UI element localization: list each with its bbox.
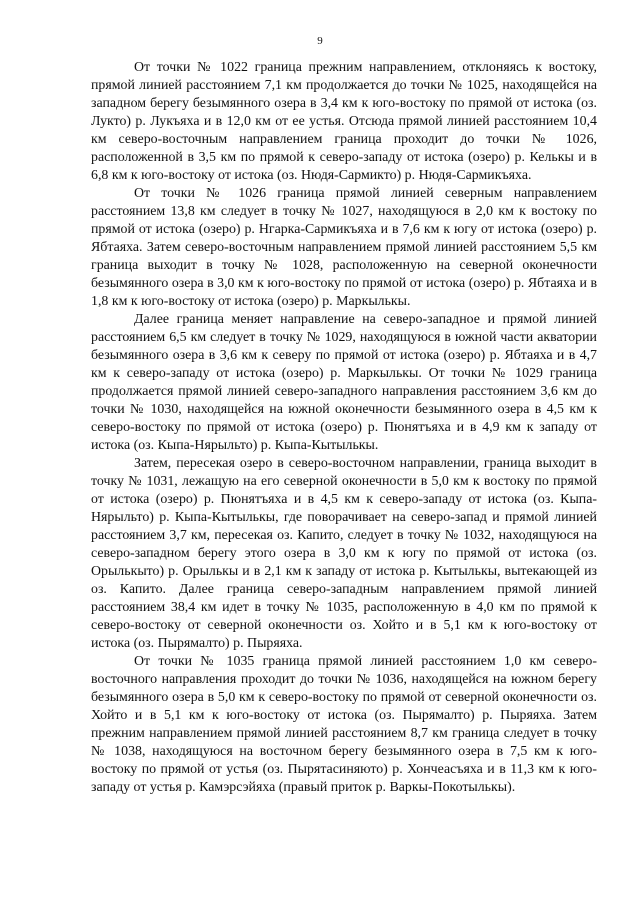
paragraph-1: От точки № 1022 граница прежним направлением, отклоняясь к востоку, прямой линией расстоянием 7,1 км продолжается до точки № 1025, находящейся на западном берегу безымянного озера в 3,4 км к юго-востоку по прямой от истока (оз. Лукто) р. Лукъяха и в 12,0 км от ее устья. Отсюда прямой линией расстоянием 10,4 км северо-восточным направлением граница проходит до точки № 1026, расположенной в 3,5 км по прямой к северо-западу от истока (озеро) р. Келькы и в 6,8 км к юго-востоку от истока (оз. Нюдя-Сармикто) р. Нюдя-Сармикъяха.	[91, 60, 597, 183]
document-body	[91, 59, 597, 797]
paragraph-2: От точки № 1026 граница прямой линией северным направлением расстоянием 13,8 км следует в точку № 1027, находящуюся в 2,0 км к востоку по прямой от истока (озеро) р. Нгарка-Сармикъяха и в 7,6 км к югу от истока (озеро) р. Ябтаяха. Затем северо-восточным направлением прямой линией расстоянием 5,5 км граница выходит в точку № 1028, расположенную на северной оконечности безымянного озера в 3,0 км к юго-востоку по прямой от истока (озеро) р. Ябтаяха и в 1,8 км к юго-востоку от истока (озеро) р. Маркылькы.	[91, 186, 597, 309]
paragraph-4: Затем, пересекая озеро в северо-восточном направлении, граница выходит в точку № 1031, лежащую на его северной оконечности в 5,0 км к востоку по прямой от истока (озеро) р. Пюнятъяха и в 4,5 км к северо-западу от истока (оз. Кыпа-Нярыльто) р. Кыпа-Кытылькы, где поворачивает на северо-запад и прямой линией расстоянием 3,7 км, пересекая оз. Капито, следует в точку № 1032, находящуюся на северо-западном берегу этого озера в 3,0 км к югу по прямой от истока (оз. Орылькыто) р. Орылькы и в 2,1 км к западу от истока р. Кытылькы, вытекающей из оз. Капито. Далее граница северо-западным направлением прямой линией расстоянием 38,4 км идет в точку № 1035, расположенную в 4,0 км по прямой к северо-востоку от северной оконечности оз. Хойто и в 5,1 км к юго-востоку от истока (оз. Пырямалто) р. Пыряяха.	[91, 456, 597, 651]
page-number: 9	[317, 35, 323, 47]
paragraph-3: Далее граница меняет направление на северо-западное и прямой линией расстоянием 6,5 км следует в точку № 1029, находящуюся в южной части акватории безымянного озера в 3,6 км к северу по прямой от истока (озеро) р. Ябтаяха и в 4,7 км к северо-западу от истока (озеро) р. Маркылькы. От точки № 1029 граница продолжается прямой линией северо-западного направления расстоянием 3,6 км до точки № 1030, находящейся на южной оконечности безымянного озера в 4,5 км к северо-востоку по прямой от истока (озеро) р. Пюнятъяха и в 4,9 км к западу от истока (оз. Кыпа-Нярыльто) р. Кыпа-Кытылькы.	[91, 312, 597, 453]
paragraph-5: От точки № 1035 граница прямой линией расстоянием 1,0 км северо-восточного направления проходит до точки № 1036, находящейся на южном берегу безымянного озера в 5,0 км к северо-востоку по прямой от северной оконечности оз. Хойто и в 5,1 км к юго-востоку от истока (оз. Пырямалто) р. Пыряяха. Затем прежним направлением прямой линией расстоянием 8,7 км граница следует в точку № 1038, находящуюся на восточном берегу безымянного озера в 7,5 км к юго-востоку по прямой от устья (оз. Пырятасиняюто) р. Хончеасъяха и в 11,3 км к юго-западу от устья р. Камэрсэйяха (правый приток р. Варкы-Покотылькы).	[91, 654, 597, 795]
